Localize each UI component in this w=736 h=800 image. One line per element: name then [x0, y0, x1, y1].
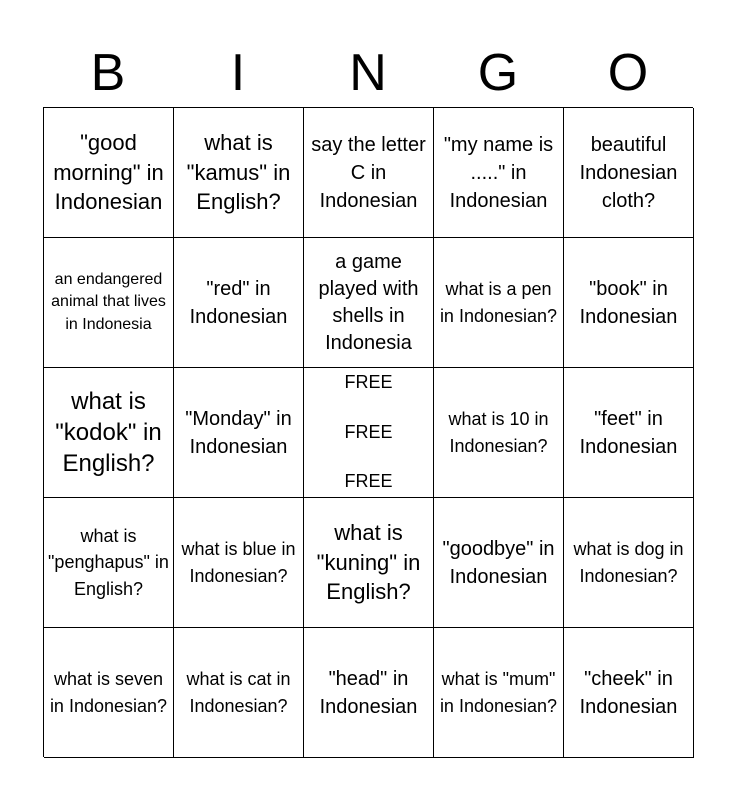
bingo-cell[interactable] [304, 498, 434, 628]
cell-text: what is a pen in Indonesian? [439, 279, 558, 326]
cell-text: "my name is ....." in Indonesian [443, 133, 554, 212]
bingo-cell[interactable] [44, 368, 174, 498]
bingo-card-grid [43, 107, 693, 757]
cell-text: "book" in Indonesian [579, 277, 678, 328]
bingo-cell[interactable] [564, 108, 694, 238]
bingo-cell[interactable] [44, 238, 174, 368]
bingo-cell[interactable] [44, 108, 174, 238]
bingo-cell[interactable] [434, 628, 564, 758]
cell-text: "red" in Indonesian [189, 277, 288, 328]
free-space-cell[interactable] [304, 368, 434, 498]
bingo-cell[interactable] [174, 108, 304, 238]
cell-text: "good morning" in Indonesian [53, 129, 164, 215]
bingo-cell[interactable] [564, 498, 694, 628]
header-letter-i: I [230, 44, 246, 102]
bingo-cell[interactable] [434, 368, 564, 498]
bingo-cell[interactable] [44, 498, 174, 628]
cell-text: what is 10 in Indonesian? [448, 409, 549, 456]
bingo-cell[interactable] [174, 368, 304, 498]
header-letter-g: G [477, 44, 519, 102]
bingo-cell[interactable] [564, 628, 694, 758]
cell-text: "feet" in Indonesian [579, 407, 678, 458]
bingo-cell[interactable] [304, 628, 434, 758]
cell-text: what is "penghapus" in English? [48, 526, 169, 599]
bingo-cell[interactable] [174, 628, 304, 758]
cell-text: "goodbye" in Indonesian [442, 537, 555, 588]
cell-text: "cheek" in Indonesian [579, 667, 678, 718]
bingo-cell[interactable] [44, 628, 174, 758]
bingo-cell[interactable] [434, 498, 564, 628]
cell-text: an endangered animal that lives in Indonesia [51, 270, 166, 333]
bingo-cell[interactable] [304, 238, 434, 368]
bingo-header [43, 40, 693, 106]
bingo-cell[interactable] [564, 368, 694, 498]
bingo-cell[interactable] [174, 238, 304, 368]
cell-text: "Monday" in Indonesian [185, 407, 292, 458]
cell-text: what is "kuning" in English? [316, 519, 421, 605]
bingo-cell[interactable] [564, 238, 694, 368]
bingo-cell[interactable] [174, 498, 304, 628]
cell-text: what is "mum" in Indonesian? [439, 669, 558, 716]
cell-text: what is dog in Indonesian? [573, 539, 684, 586]
cell-text: say the letter C in Indonesian [311, 133, 426, 212]
bingo-cell[interactable] [434, 108, 564, 238]
bingo-cell[interactable] [304, 108, 434, 238]
cell-text: what is "kodok" in English? [55, 387, 162, 478]
cell-text: what is seven in Indonesian? [49, 669, 168, 716]
cell-text: a game played with shells in Indonesia [318, 250, 419, 354]
header-letter-n: N [349, 44, 387, 102]
bingo-cell[interactable] [434, 238, 564, 368]
cell-text: what is blue in Indonesian? [181, 539, 296, 586]
cell-text: beautiful Indonesian cloth? [579, 133, 678, 212]
cell-text: what is "kamus" in English? [186, 129, 291, 215]
cell-text: "head" in Indonesian [319, 667, 418, 718]
header-letter-o: O [607, 44, 649, 102]
header-letter-b: B [90, 44, 126, 102]
cell-text: what is cat in Indonesian? [186, 669, 291, 716]
free-space-text: FREE FREE FREE [344, 372, 393, 492]
